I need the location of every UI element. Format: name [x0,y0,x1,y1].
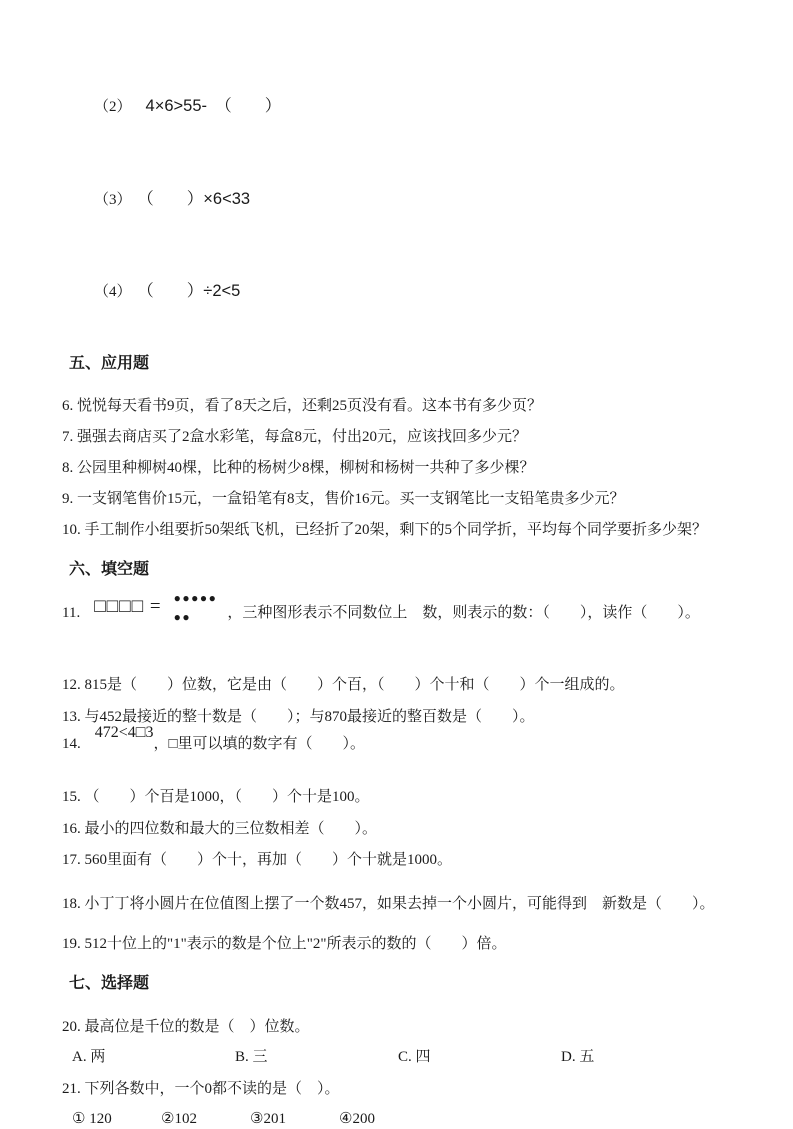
section-title-fill: 六、填空题 [69,561,150,578]
option-3: ③201 [250,1111,286,1127]
question-20-options [72,1047,733,1067]
option-1: ① 120 [72,1111,112,1127]
item-expression: 4×6>55- （ ） [145,97,282,115]
question-8: 8. 公园里种柳树40棵，比种的杨树少8棵，柳树和杨树一共种了多少棵？ [62,460,535,476]
item-label: （3） [94,192,132,208]
dots-diagram [174,592,218,623]
item-label: （2） [94,99,132,115]
squares-expression: □□□□ = [94,596,162,617]
question-17: 17. 560里面有（ ）个十，再加（ ）个十就是1000。 [62,852,453,868]
inequality-formula: 472<4□3 [94,724,154,741]
question-13: 13. 与452最接近的整十数是（ ）；与870最接近的整百数是（ ）。 [62,709,535,725]
item-expression: （ ）×6<33 [145,190,251,208]
question-7: 7. 强强去商店买了2盒水彩笔，每盒8元，付出20元，应该找回多少元？ [62,429,528,445]
section-title-choice: 七、选择题 [69,975,150,992]
judge-item-3 [78,169,733,230]
option-b: B. 三 [235,1049,268,1065]
option-a: A. 两 [72,1049,106,1065]
option-d: D. 五 [561,1049,595,1065]
option-4: ④200 [339,1111,375,1127]
question-text: ，三种图形表示不同数位上 数，则表示的数：（ ），读作（ ）。 [227,605,700,621]
question-20: 20. 最高位是千位的数是（ ）位数。 [62,1019,310,1035]
question-16: 16. 最小的四位数和最大的三位数相差（ ）。 [62,821,378,837]
question-12: 12. 815是（ ）位数，它是由（ ）个百，（ ）个十和（ ）个一组成的。 [62,677,625,693]
question-number: 14. [62,736,81,752]
question-15: 15. （ ）个百是1000，（ ）个十是100。 [62,789,370,805]
judge-item-2 [78,76,733,137]
question-9: 9. 一支钢笔售价15元，一盒铅笔有8支，售价16元。买一支钢笔比一支铅笔贵多少元？ [62,491,625,507]
question-text: ，□里可以填的数字有（ ）。 [153,736,365,752]
question-21: 21. 下列各数中，一个0都不读的是（ ）。 [62,1081,340,1097]
dots-row-top: ●●●●● [173,591,218,605]
question-6: 6. 悦悦每天看书9页，看了8天之后，还剩25页没有看。这本书有多少页？ [62,398,543,414]
question-14 [62,724,733,754]
option-c: C. 四 [398,1049,431,1065]
question-11 [62,592,733,623]
dots-row-bottom: ●● [173,610,192,624]
item-expression: （ ）÷2<5 [145,282,241,300]
question-number: 11. [62,605,81,621]
question-18: 18. 小丁丁将小圆片在位值图上摆了一个数457，如果去掉一个小圆片，可能得到 新数是（ ）。 [62,896,715,912]
question-21-options [72,1109,733,1129]
judge-item-4 [78,261,733,322]
question-19: 19. 512十位上的"1"表示的数是个位上"2"所表示的数的（ ）倍。 [62,936,507,952]
question-10: 10. 手工制作小组要折50架纸飞机，已经折了20架，剩下的5个同学折，平均每个同学要折多少架？ [62,522,708,538]
option-2: ②102 [161,1111,197,1127]
section-title-application: 五、应用题 [69,355,150,372]
item-label: （4） [94,284,132,300]
